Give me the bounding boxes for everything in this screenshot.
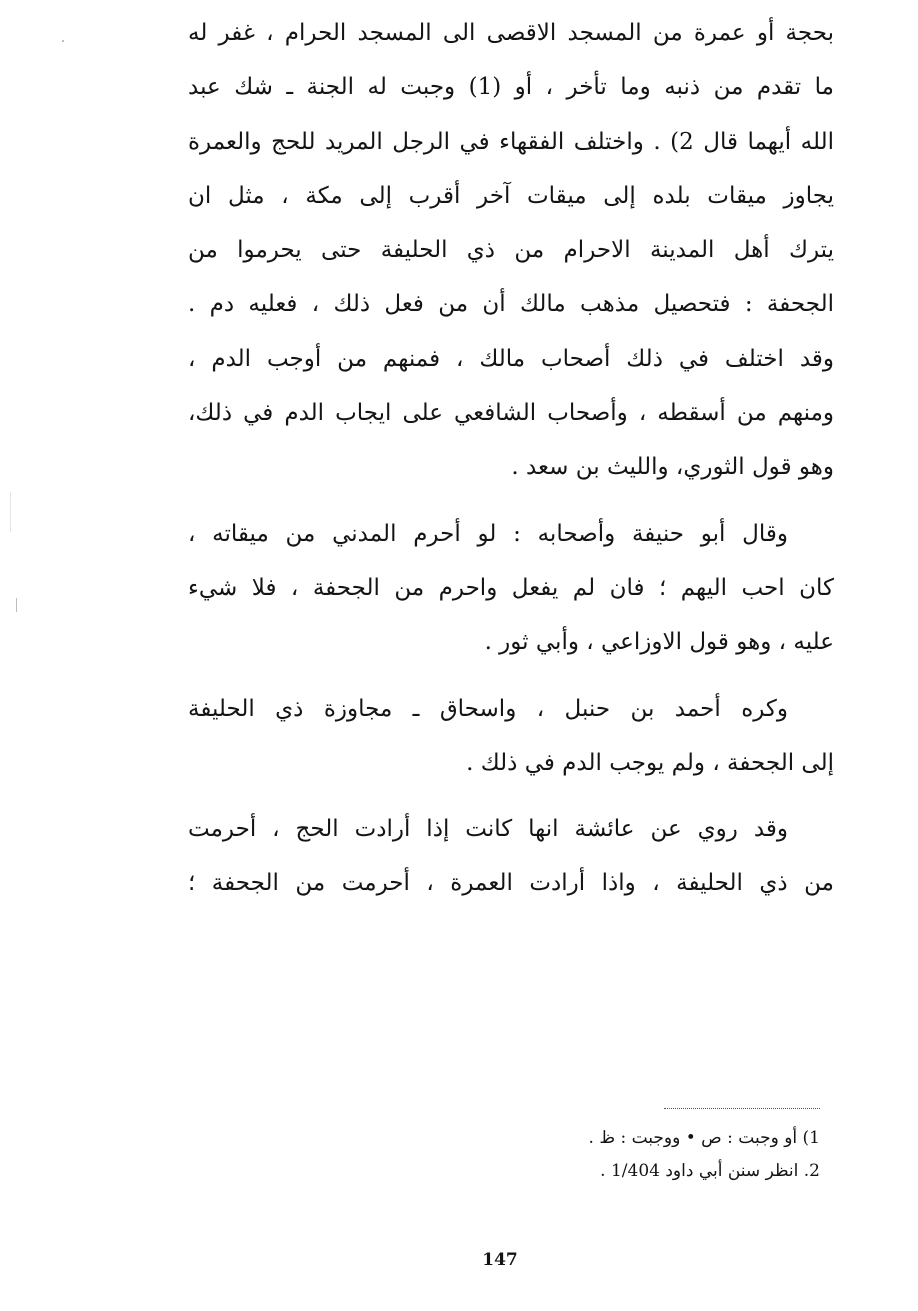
text-line: وهو قول الثوري، والليث بن سعد .: [511, 454, 834, 481]
footnote-1: 1) أو وجبت : ص • ووجبت : ظ .: [588, 1128, 820, 1148]
text-line: وكره أحمد بن حنبل ، واسحاق ـ مجاوزة ذي الحليفة: [188, 695, 788, 722]
page-number: 147: [482, 1250, 518, 1270]
paragraph-2: [188, 507, 834, 670]
text-line: وقد اختلف في ذلك أصحاب مالك ، فمنهم من أوجب الدم ،: [188, 345, 834, 372]
text-line: إلى الجحفة ، ولم يوجب الدم في ذلك .: [466, 749, 834, 776]
text-line: وقال أبو حنيفة وأصحابه : لو أحرم المدني من ميقاته ،: [188, 520, 788, 547]
paragraph-4: [188, 802, 834, 911]
text-line: يترك أهل المدينة الاحرام من ذي الحليفة حتى يحرموا من: [188, 237, 834, 264]
paragraph-3: [188, 682, 834, 791]
text-line: عليه ، وهو قول الاوزاعي ، وأبي ثور .: [484, 629, 834, 656]
scan-margin-mark: [16, 598, 17, 612]
text-line: كان احب اليهم ؛ فان لم يفعل واحرم من الجحفة ، فلا شيء: [188, 574, 834, 601]
text-line: يجاوز ميقات بلده إلى ميقات آخر أقرب إلى مكة ، مثل ان: [188, 182, 834, 209]
text-line: بحجة أو عمرة من المسجد الاقصى الى المسجد الحرام ، غفر له: [188, 20, 834, 46]
footnote-2: 2. انظر سنن أبي داود 1/404 .: [600, 1161, 820, 1181]
paragraph-1: [188, 6, 834, 495]
footnote-separator: [664, 1108, 820, 1109]
main-text: [188, 6, 834, 911]
text-line: وقد روي عن عائشة انها كانت إذا أرادت الحج ، أحرمت: [188, 816, 788, 843]
text-line: الجحفة : فتحصيل مذهب مالك أن من فعل ذلك ، فعليه دم .: [188, 291, 834, 318]
text-line: ما تقدم من ذنبه وما تأخر ، أو (1) وجبت له الجنة ـ شك عبد: [188, 74, 834, 101]
scan-margin-mark: [62, 40, 64, 42]
footnotes: [400, 1122, 820, 1188]
scan-margin-mark: [10, 492, 11, 532]
text-line: الله أيهما قال 2) . واختلف الفقهاء في الرجل المريد للحج والعمرة: [188, 128, 835, 155]
text-line: ومنهم من أسقطه ، وأصحاب الشافعي على ايجاب الدم في ذلك،: [188, 400, 834, 427]
text-line: من ذي الحليفة ، واذا أرادت العمرة ، أحرمت من الجحفة ؛: [188, 870, 834, 897]
